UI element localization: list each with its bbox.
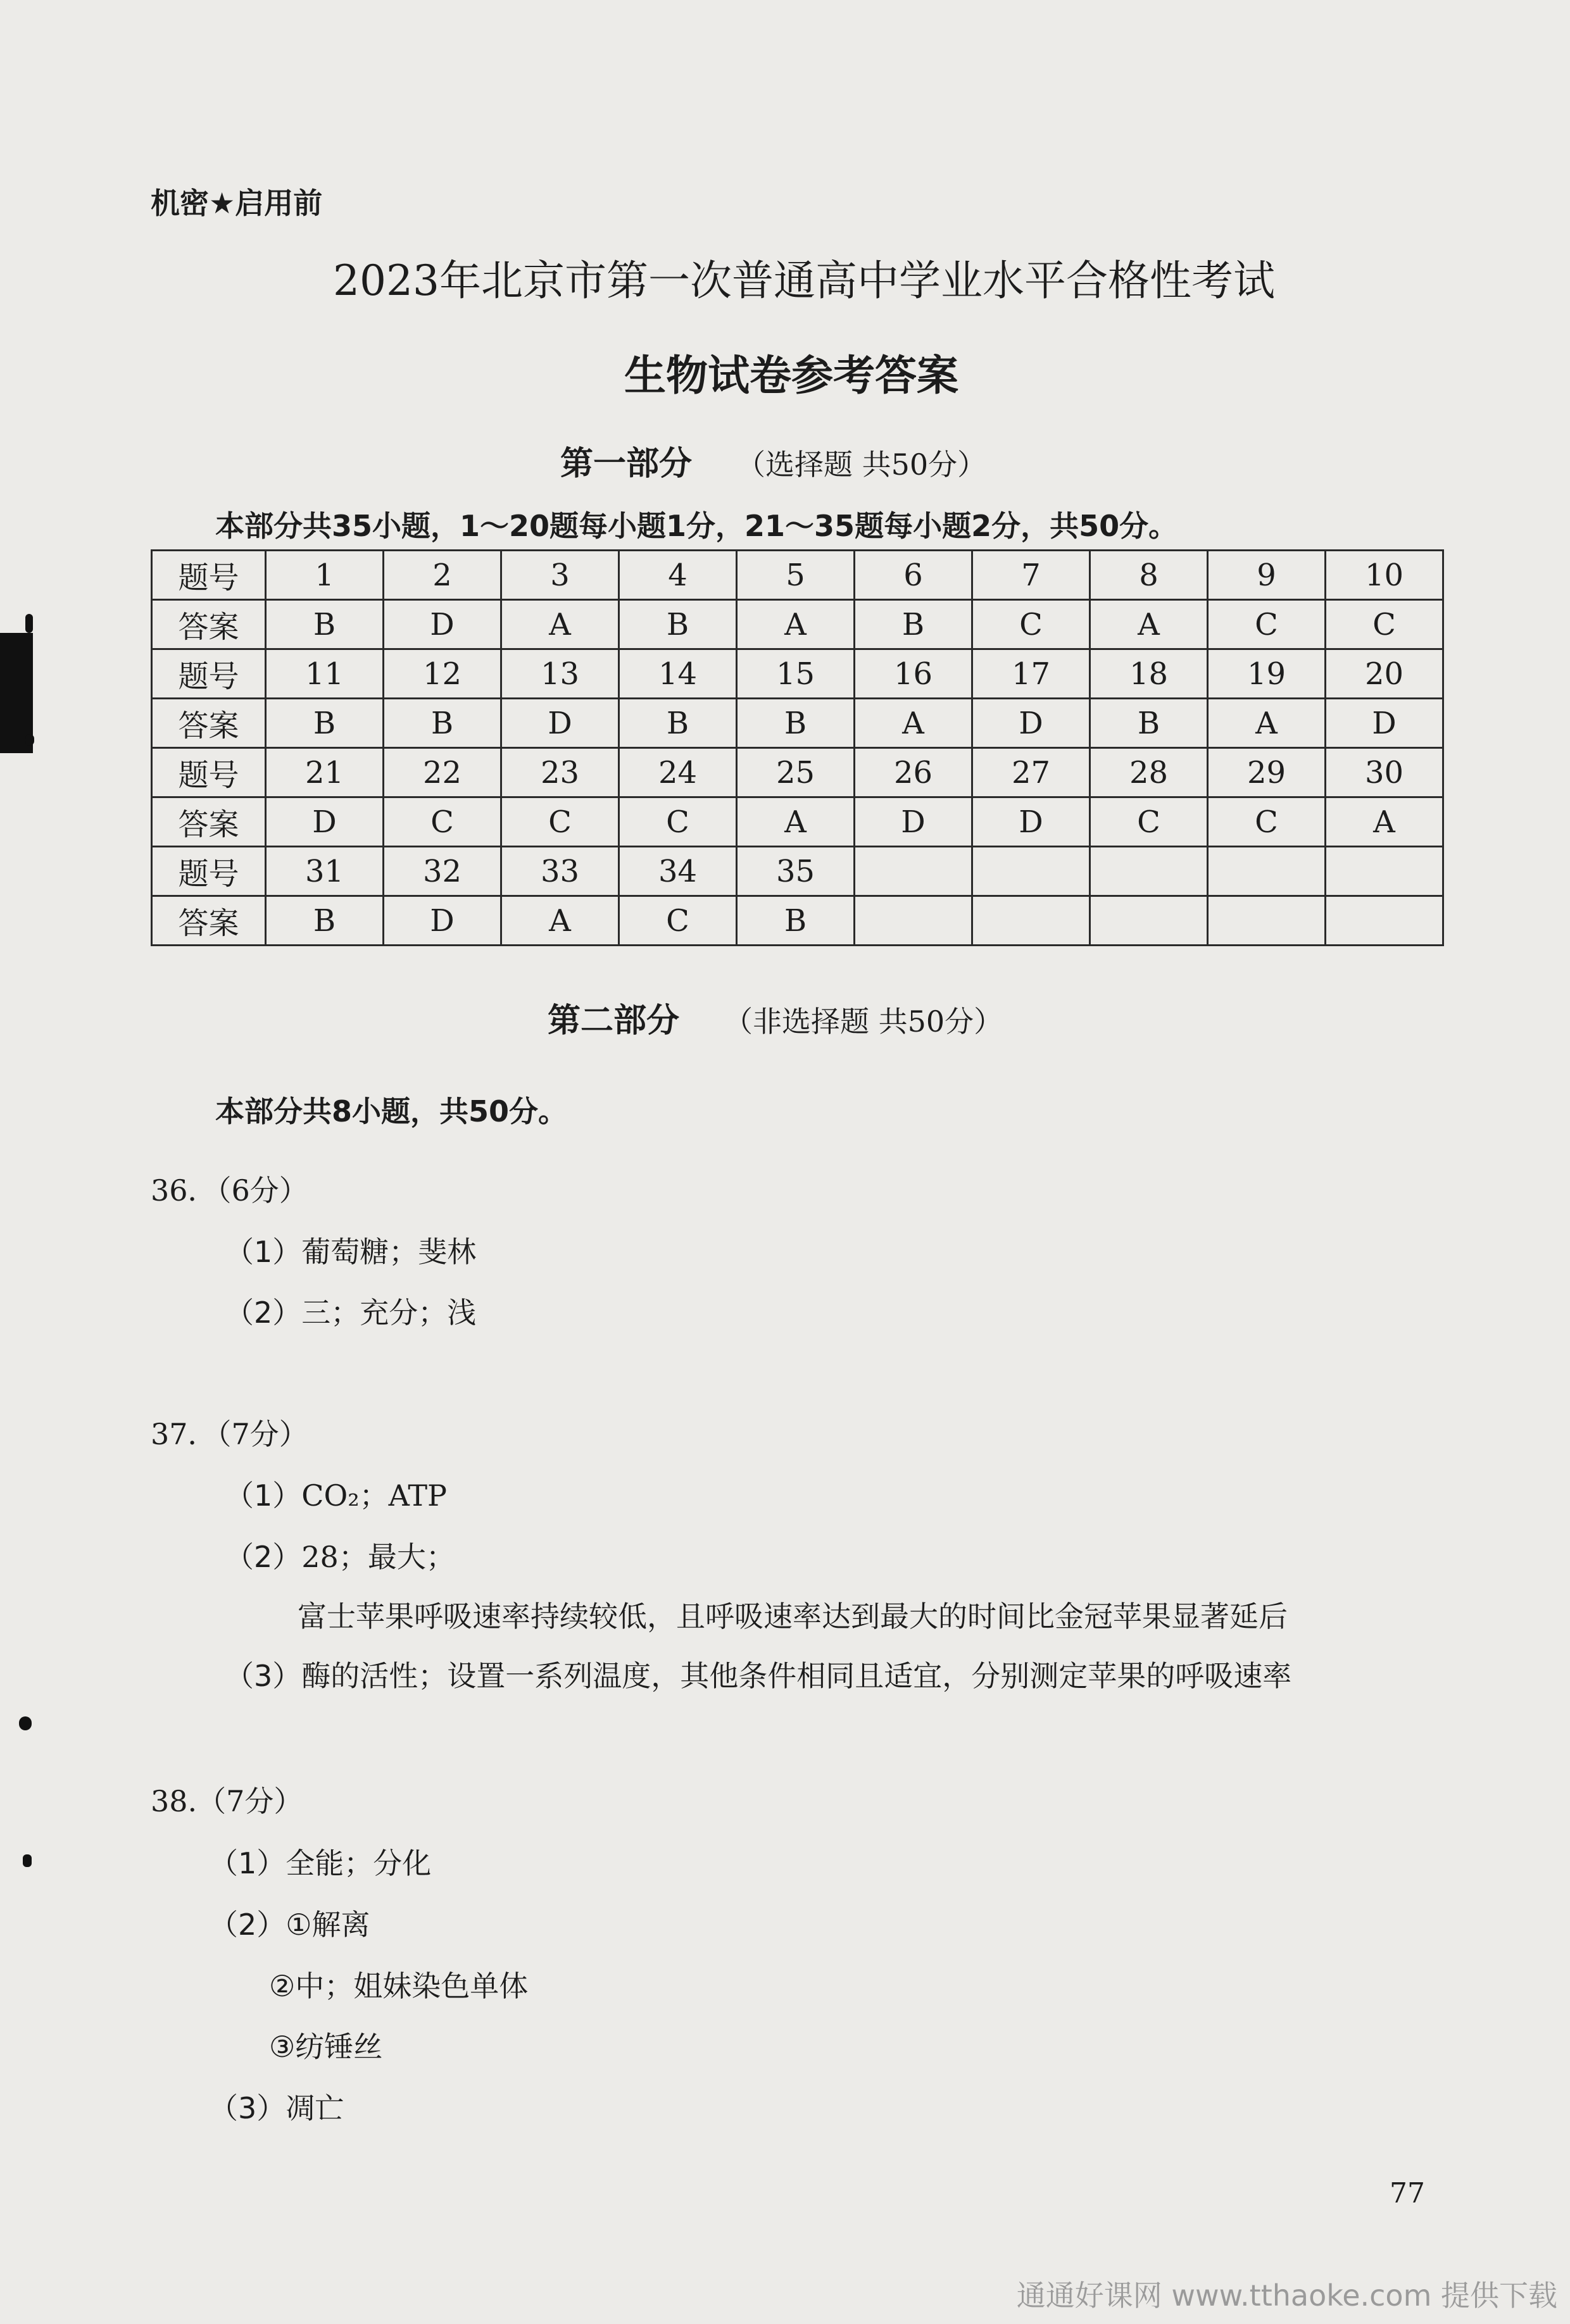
binding-mark bbox=[25, 614, 33, 633]
question-37-line-3: 富士苹果呼吸速率持续较低，且呼吸速率达到最大的时间比金冠苹果显著延后 bbox=[298, 1599, 1288, 1634]
answer-cell: D bbox=[972, 699, 1090, 748]
q37-l2-suffix: ；最大； bbox=[338, 1540, 455, 1574]
empty-cell bbox=[855, 896, 972, 946]
table-row-answers bbox=[152, 797, 1443, 847]
q37-l1-prefix: （1） bbox=[225, 1478, 302, 1513]
q37-l2-prefix: （2） bbox=[225, 1540, 302, 1574]
question-number: 25 bbox=[737, 748, 855, 797]
question-36-heading: 36．（6分） bbox=[151, 1173, 308, 1208]
part1-heading bbox=[560, 437, 986, 484]
answer-cell: A bbox=[501, 600, 619, 649]
question-number: 9 bbox=[1208, 551, 1326, 600]
binding-mark bbox=[19, 1716, 32, 1730]
empty-cell bbox=[1090, 896, 1208, 946]
question-number: 15 bbox=[737, 649, 855, 699]
question-number: 17 bbox=[972, 649, 1090, 699]
q37-l2-number: 28 bbox=[301, 1540, 339, 1574]
question-37-line-2 bbox=[225, 1534, 455, 1576]
confidential-label: 机密★启用前 bbox=[151, 186, 323, 220]
question-number: 34 bbox=[619, 847, 737, 896]
question-36-line-1: （1）葡萄糖；斐林 bbox=[225, 1235, 477, 1269]
answer-cell: B bbox=[266, 699, 384, 748]
question-number: 30 bbox=[1326, 748, 1443, 797]
question-number: 16 bbox=[855, 649, 972, 699]
part2-heading bbox=[548, 994, 1003, 1041]
question-number: 19 bbox=[1208, 649, 1326, 699]
page-number: 77 bbox=[1390, 2177, 1425, 2209]
answer-cell: C bbox=[501, 797, 619, 847]
table-row-numbers bbox=[152, 551, 1443, 600]
answer-cell: C bbox=[619, 797, 737, 847]
empty-cell bbox=[1326, 896, 1443, 946]
empty-cell bbox=[972, 847, 1090, 896]
answer-cell: C bbox=[1208, 600, 1326, 649]
q37-l1-chem: CO₂；ATP bbox=[301, 1478, 447, 1513]
part2-title: 第二部分 bbox=[548, 1002, 680, 1040]
empty-cell bbox=[1208, 896, 1326, 946]
answer-cell: B bbox=[1090, 699, 1208, 748]
question-number: 7 bbox=[972, 551, 1090, 600]
question-37-heading: 37．（7分） bbox=[151, 1417, 308, 1451]
answer-cell: B bbox=[737, 896, 855, 946]
question-number: 8 bbox=[1090, 551, 1208, 600]
document-title: 生物试卷参考答案 bbox=[624, 351, 958, 400]
question-number: 18 bbox=[1090, 649, 1208, 699]
answer-cell: D bbox=[855, 797, 972, 847]
question-number: 4 bbox=[619, 551, 737, 600]
question-number: 20 bbox=[1326, 649, 1443, 699]
question-number: 35 bbox=[737, 847, 855, 896]
answer-cell: B bbox=[266, 600, 384, 649]
part1-title: 第一部分 bbox=[560, 445, 693, 483]
question-number: 27 bbox=[972, 748, 1090, 797]
question-number: 1 bbox=[266, 551, 384, 600]
question-38-line-1: （1）全能；分化 bbox=[209, 1846, 432, 1880]
row-label-number: 题号 bbox=[152, 748, 266, 797]
empty-cell bbox=[972, 896, 1090, 946]
answer-cell: A bbox=[1326, 797, 1443, 847]
row-label-answer: 答案 bbox=[152, 896, 266, 946]
question-number: 11 bbox=[266, 649, 384, 699]
question-number: 5 bbox=[737, 551, 855, 600]
row-label-number: 题号 bbox=[152, 847, 266, 896]
empty-cell bbox=[1090, 847, 1208, 896]
question-number: 6 bbox=[855, 551, 972, 600]
empty-cell bbox=[855, 847, 972, 896]
answer-cell: A bbox=[737, 797, 855, 847]
row-label-number: 题号 bbox=[152, 649, 266, 699]
question-38-heading: 38.（7分） bbox=[151, 1784, 303, 1818]
question-38-line-4: ③纺锤丝 bbox=[269, 2030, 383, 2064]
answer-cell: C bbox=[1326, 600, 1443, 649]
question-number: 2 bbox=[384, 551, 501, 600]
empty-cell bbox=[1326, 847, 1443, 896]
answer-table bbox=[151, 549, 1444, 946]
answer-cell: D bbox=[384, 600, 501, 649]
table-row-numbers bbox=[152, 847, 1443, 896]
table-row-answers bbox=[152, 699, 1443, 748]
part2-note: （非选择题 共50分） bbox=[724, 1004, 1003, 1039]
table-row-numbers bbox=[152, 649, 1443, 699]
table-row-answers bbox=[152, 896, 1443, 946]
question-number: 32 bbox=[384, 847, 501, 896]
question-38-line-2: （2）①解离 bbox=[209, 1908, 370, 1942]
answer-cell: B bbox=[384, 699, 501, 748]
table-row-answers bbox=[152, 600, 1443, 649]
question-number: 24 bbox=[619, 748, 737, 797]
empty-cell bbox=[1208, 847, 1326, 896]
answer-cell: C bbox=[972, 600, 1090, 649]
question-number: 21 bbox=[266, 748, 384, 797]
question-number: 31 bbox=[266, 847, 384, 896]
answer-cell: D bbox=[1326, 699, 1443, 748]
question-38-line-3: ②中；姐妹染色单体 bbox=[269, 1969, 529, 2003]
exam-title: 2023年北京市第一次普通高中学业水平合格性考试 bbox=[333, 256, 1275, 305]
row-label-answer: 答案 bbox=[152, 600, 266, 649]
binding-mark bbox=[25, 734, 34, 746]
answer-cell: D bbox=[266, 797, 384, 847]
watermark-text: 通通好课网 www.tthaoke.com 提供下载 bbox=[1016, 2278, 1557, 2313]
answer-cell: C bbox=[619, 896, 737, 946]
part1-note: （选择题 共50分） bbox=[736, 447, 987, 482]
question-number: 26 bbox=[855, 748, 972, 797]
question-number: 14 bbox=[619, 649, 737, 699]
answer-cell: A bbox=[1090, 600, 1208, 649]
question-number: 13 bbox=[501, 649, 619, 699]
binding-mark bbox=[23, 1854, 32, 1867]
answer-cell: D bbox=[501, 699, 619, 748]
question-number: 10 bbox=[1326, 551, 1443, 600]
answer-cell: B bbox=[737, 699, 855, 748]
answer-cell: B bbox=[266, 896, 384, 946]
answer-cell: D bbox=[972, 797, 1090, 847]
question-number: 3 bbox=[501, 551, 619, 600]
answer-cell: C bbox=[1208, 797, 1326, 847]
answer-cell: A bbox=[737, 600, 855, 649]
question-number: 33 bbox=[501, 847, 619, 896]
table-row-numbers bbox=[152, 748, 1443, 797]
part2-intro: 本部分共8小题，共50分。 bbox=[215, 1094, 568, 1128]
answer-cell: C bbox=[1090, 797, 1208, 847]
answer-cell: A bbox=[855, 699, 972, 748]
row-label-answer: 答案 bbox=[152, 797, 266, 847]
row-label-number: 题号 bbox=[152, 551, 266, 600]
question-36-line-2: （2）三；充分；浅 bbox=[225, 1296, 477, 1330]
answer-cell: B bbox=[855, 600, 972, 649]
answer-cell: A bbox=[501, 896, 619, 946]
question-number: 22 bbox=[384, 748, 501, 797]
answer-cell: A bbox=[1208, 699, 1326, 748]
row-label-answer: 答案 bbox=[152, 699, 266, 748]
question-38-line-5: （3）凋亡 bbox=[209, 2091, 344, 2125]
question-number: 23 bbox=[501, 748, 619, 797]
question-37-line-4: （3）酶的活性；设置一系列温度，其他条件相同且适宜，分别测定苹果的呼吸速率 bbox=[225, 1659, 1292, 1693]
part1-intro: 本部分共35小题，1～20题每小题1分，21～35题每小题2分，共50分。 bbox=[215, 509, 1178, 543]
answer-cell: C bbox=[384, 797, 501, 847]
question-number: 12 bbox=[384, 649, 501, 699]
answer-cell: B bbox=[619, 699, 737, 748]
question-number: 28 bbox=[1090, 748, 1208, 797]
answer-cell: B bbox=[619, 600, 737, 649]
question-37-line-1 bbox=[225, 1473, 447, 1515]
answer-cell: D bbox=[384, 896, 501, 946]
question-number: 29 bbox=[1208, 748, 1326, 797]
